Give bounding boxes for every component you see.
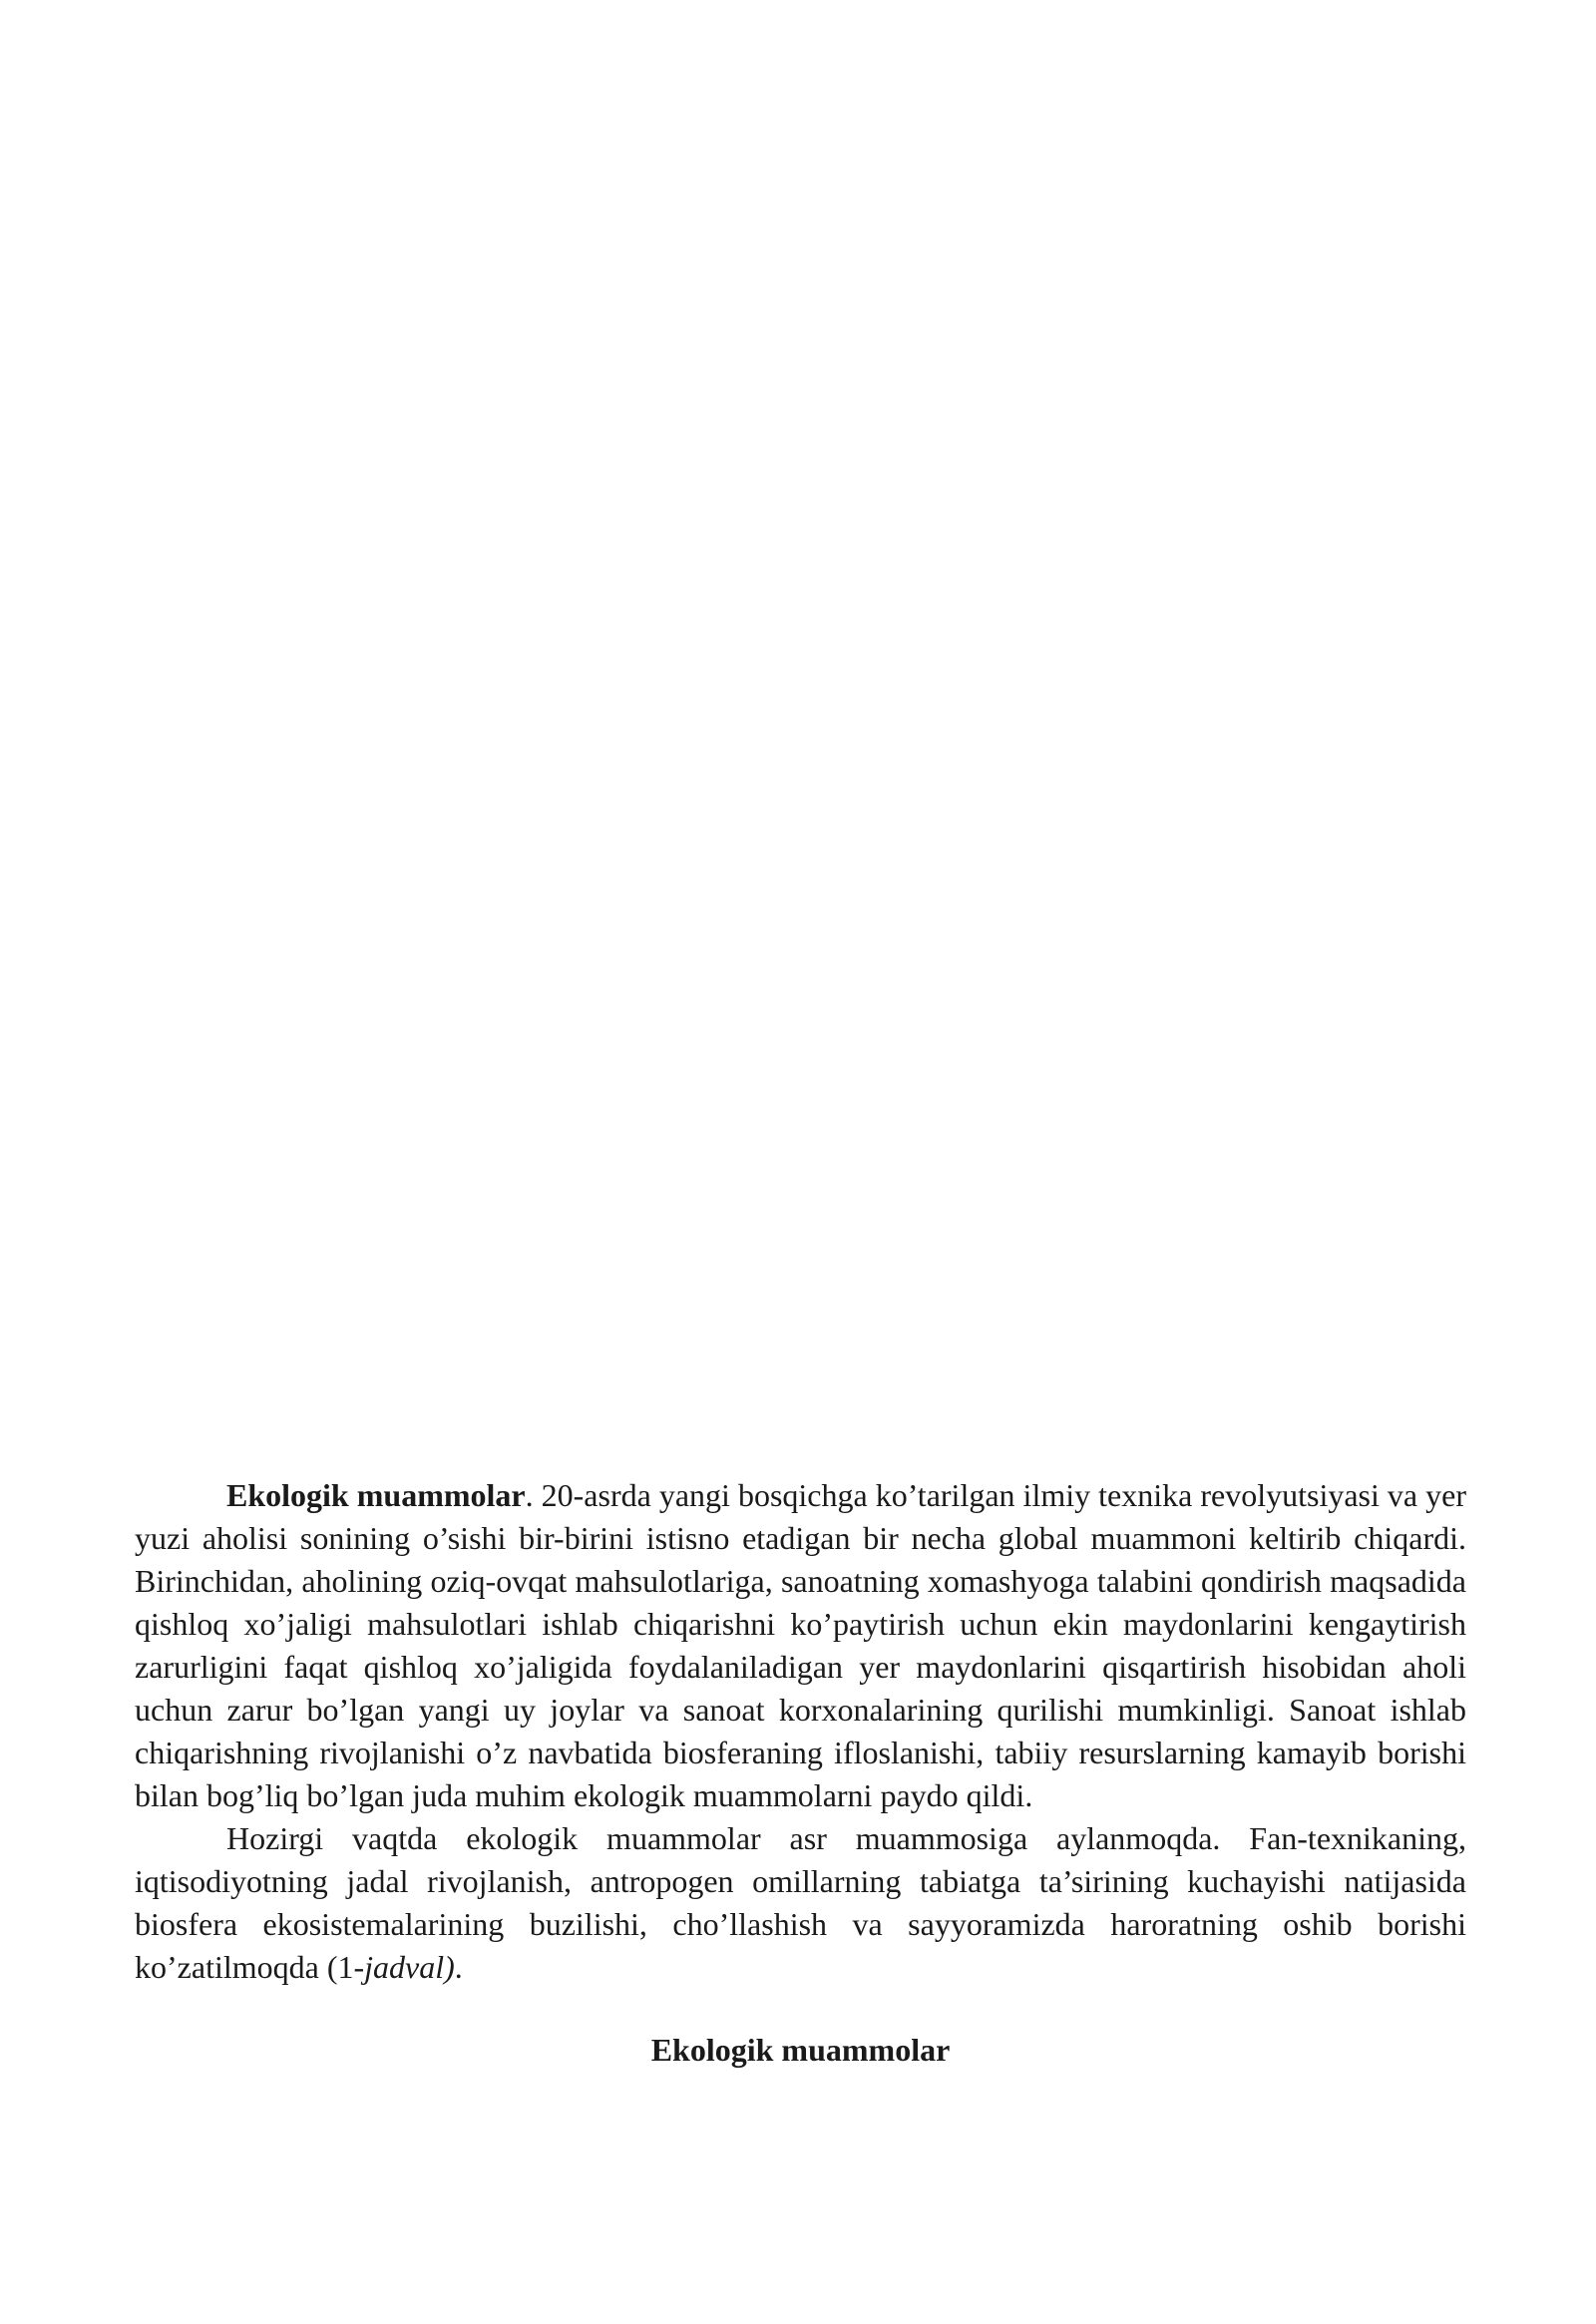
paragraph-lead-term: Ekologik muammolar xyxy=(226,1477,526,1513)
document-body xyxy=(135,1474,1466,2072)
paragraph-current-situation xyxy=(135,1817,1466,1989)
paragraph-end: . xyxy=(454,1949,463,1985)
paragraph-text: . 20-asrda yangi bosqichga ko’tarilgan ilmiy texnika revolyutsiyasi va yer yuzi aholisi sonining o’sishi bir-birini istisno etadigan bir necha global muammoni keltirib chiqardi. Birinchidan, aholining oziq-ovqat mahsulotlariga, sanoatning xomashyoga talabini qondirish maqsadida qishloq xo’jaligi mahsulotlari ishlab chiqarishni ko’paytirish uchun ekin maydonlarini kengaytirish zarurligini faqat qishloq xo’jaligida foydalaniladigan yer maydonlarini qisqartirish hisobidan aholi uchun zarur bo’lgan yangi uy joylar va sanoat korxonalarining qurilishi mumkinligi. Sanoat ishlab chiqarishning rivojlanishi o’z navbatida biosferaning ifloslanishi, tabiiy resurslarning kamayib borishi bilan bog’liq bo’lgan juda muhim ekologik muammolarni paydo qildi. xyxy=(135,1477,1467,1813)
paragraph-text: Hozirgi vaqtda ekologik muammolar asr muammosiga aylanmoqda. Fan-texnikaning, iqtisodiyotning jadal rivojlanish, antropogen omillarning tabiatga ta’sirining kuchayishi natijasida biosfera ekosistemalarining buzilishi, cho’llashish va sayyoramizda haroratning oshib borishi ko’zatilmoqda (1- xyxy=(135,1820,1466,1985)
table-reference: jadval) xyxy=(364,1949,455,1985)
paragraph-ecological-problems xyxy=(135,1474,1466,1817)
table-title: Ekologik muammolar xyxy=(650,2032,951,2068)
